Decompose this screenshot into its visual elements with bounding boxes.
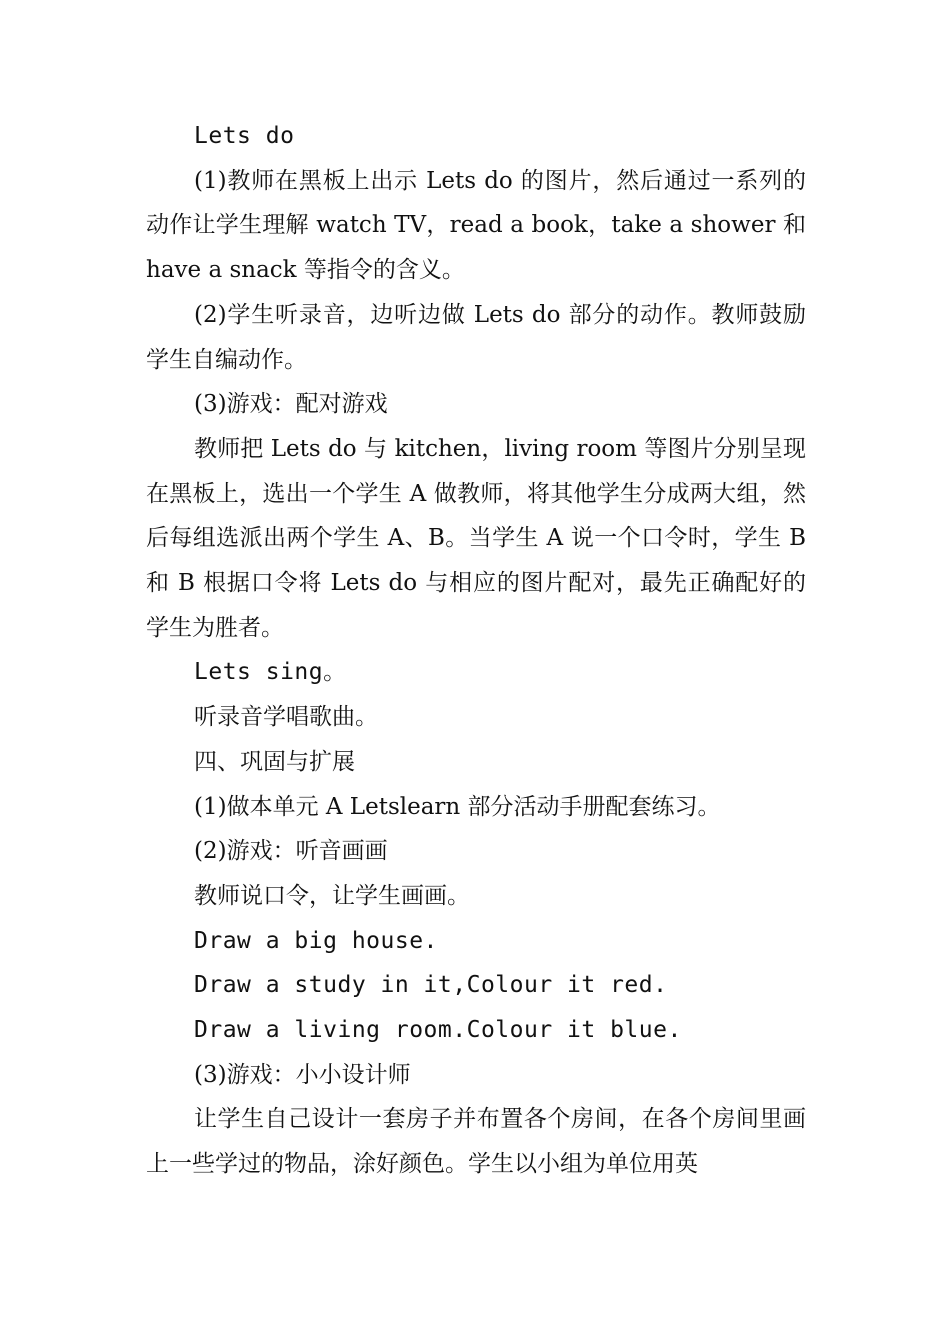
paragraph-matching-game: 教师把 Lets do 与 kitchen，living room 等图片分别呈现在黑板上，选出一个学生 A 做教师，将其他学生分成两大组，然后每组选派出两个学生 A、B。当学生 A 说一个口令时，学生 B 和 B 根据口令将 Lets do 与相应的图片配对，最先正确配好的学生为胜者。 [146, 435, 806, 641]
section-heading-lets-do: Lets do [194, 123, 295, 149]
command-line-3: Draw a living room.Colour it blue. [194, 1017, 682, 1044]
paragraph-designer-description: 让学生自己设计一套房子并布置各个房间，在各个房间里画上一些学过的物品，涂好颜色。学生以小组为单位用英 [146, 1106, 806, 1178]
paragraph-teacher-command: 教师说口令，让学生画画。 [194, 882, 470, 909]
paragraph-game-heading: (3)游戏：配对游戏 [194, 391, 388, 418]
paragraph-designer-game: (3)游戏：小小设计师 [194, 1061, 411, 1088]
document-body [146, 114, 806, 1187]
section-heading-consolidation: 四、巩固与扩展 [194, 748, 355, 775]
paragraph-step-2: (2)学生听录音，边听边做 Lets do 部分的动作。教师鼓励学生自编动作。 [146, 301, 806, 373]
paragraph-listen-sing: 听录音学唱歌曲。 [194, 704, 378, 731]
command-line-1: Draw a big house. [194, 927, 438, 954]
paragraph-workbook: (1)做本单元 A Letslearn 部分活动手册配套练习。 [194, 793, 721, 820]
paragraph-step-1: (1)教师在黑板上出示 Lets do 的图片，然后通过一系列的动作让学生理解 watch TV，read a book，take a shower 和 have a snack 等指令的含义。 [146, 167, 806, 284]
section-heading-lets-sing: Lets sing。 [194, 659, 347, 686]
paragraph-drawing-game: (2)游戏：听音画画 [194, 838, 388, 865]
command-line-2: Draw a study in it,Colour it red. [194, 972, 668, 999]
